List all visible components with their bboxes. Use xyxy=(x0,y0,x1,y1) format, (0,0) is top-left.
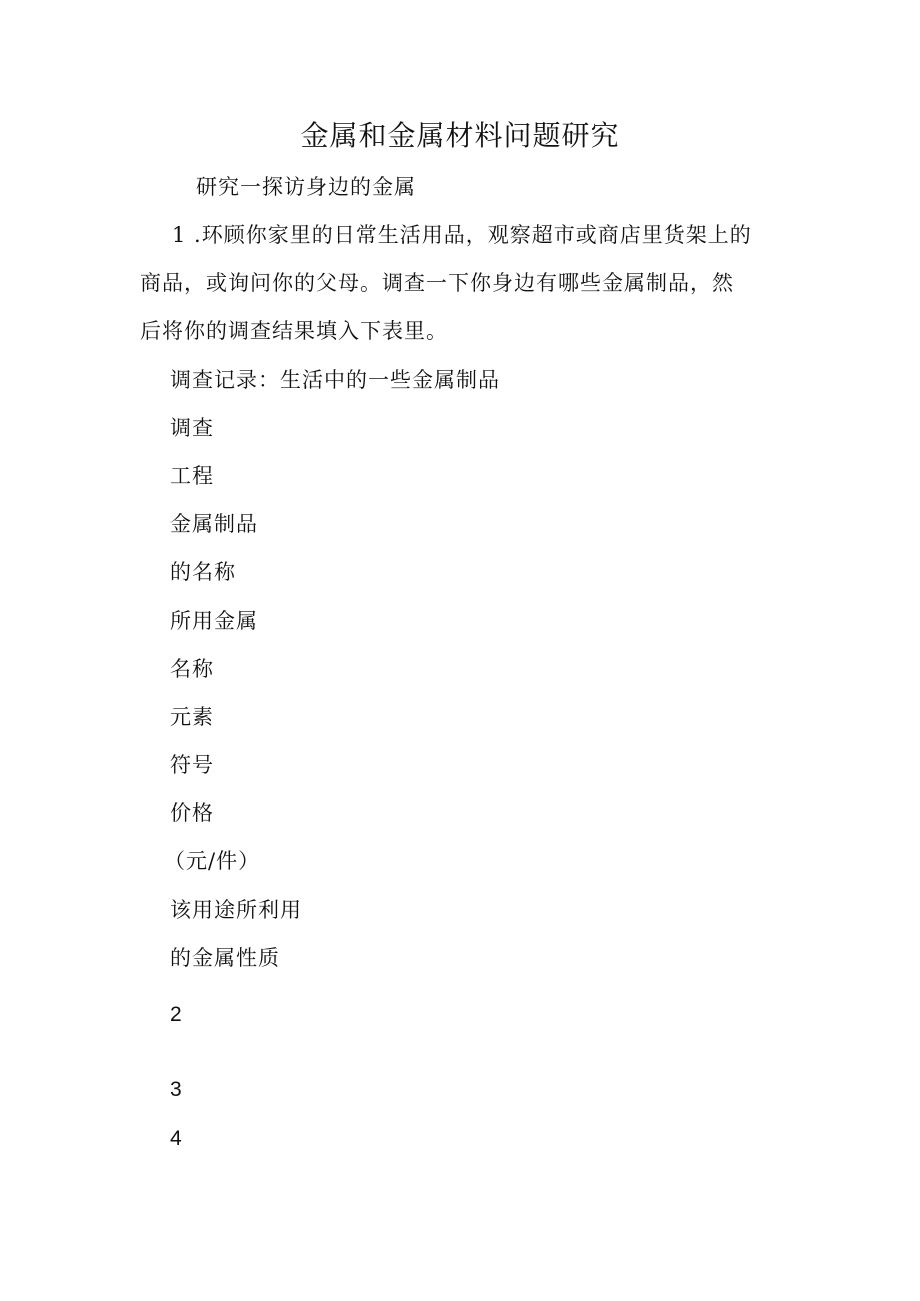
table-header-12: 的金属性质 xyxy=(170,946,280,970)
table-header-6: 名称 xyxy=(170,657,214,681)
document-title: 金属和金属材料问题研究 xyxy=(300,119,620,152)
table-header-7: 元素 xyxy=(170,705,214,729)
table-header-2: 工程 xyxy=(170,464,214,488)
row-number-4: 4 xyxy=(170,1127,183,1150)
section-subtitle: 研究一探访身边的金属 xyxy=(196,175,416,199)
table-header-3: 金属制品 xyxy=(170,512,258,536)
instruction-line-2: 商品，或询问你的父母。调查一下你身边有哪些金属制品，然 xyxy=(140,271,734,295)
table-header-5: 所用金属 xyxy=(170,609,258,633)
table-header-9: 价格 xyxy=(170,801,214,825)
instruction-line-3: 后将你的调查结果填入下表里。 xyxy=(140,319,448,343)
table-header-4: 的名称 xyxy=(170,560,236,584)
row-number-2: 2 xyxy=(170,1003,183,1026)
row-number-3: 3 xyxy=(170,1078,183,1101)
table-header-8: 符号 xyxy=(170,753,214,777)
record-label: 调查记录：生活中的一些金属制品 xyxy=(170,368,500,392)
instruction-line-1: 1 .环顾你家里的日常生活用品，观察超市或商店里货架上的 xyxy=(172,223,752,247)
table-header-1: 调查 xyxy=(170,416,214,440)
table-header-11: 该用途所利用 xyxy=(170,898,302,922)
table-header-10: （元/件） xyxy=(164,849,261,873)
